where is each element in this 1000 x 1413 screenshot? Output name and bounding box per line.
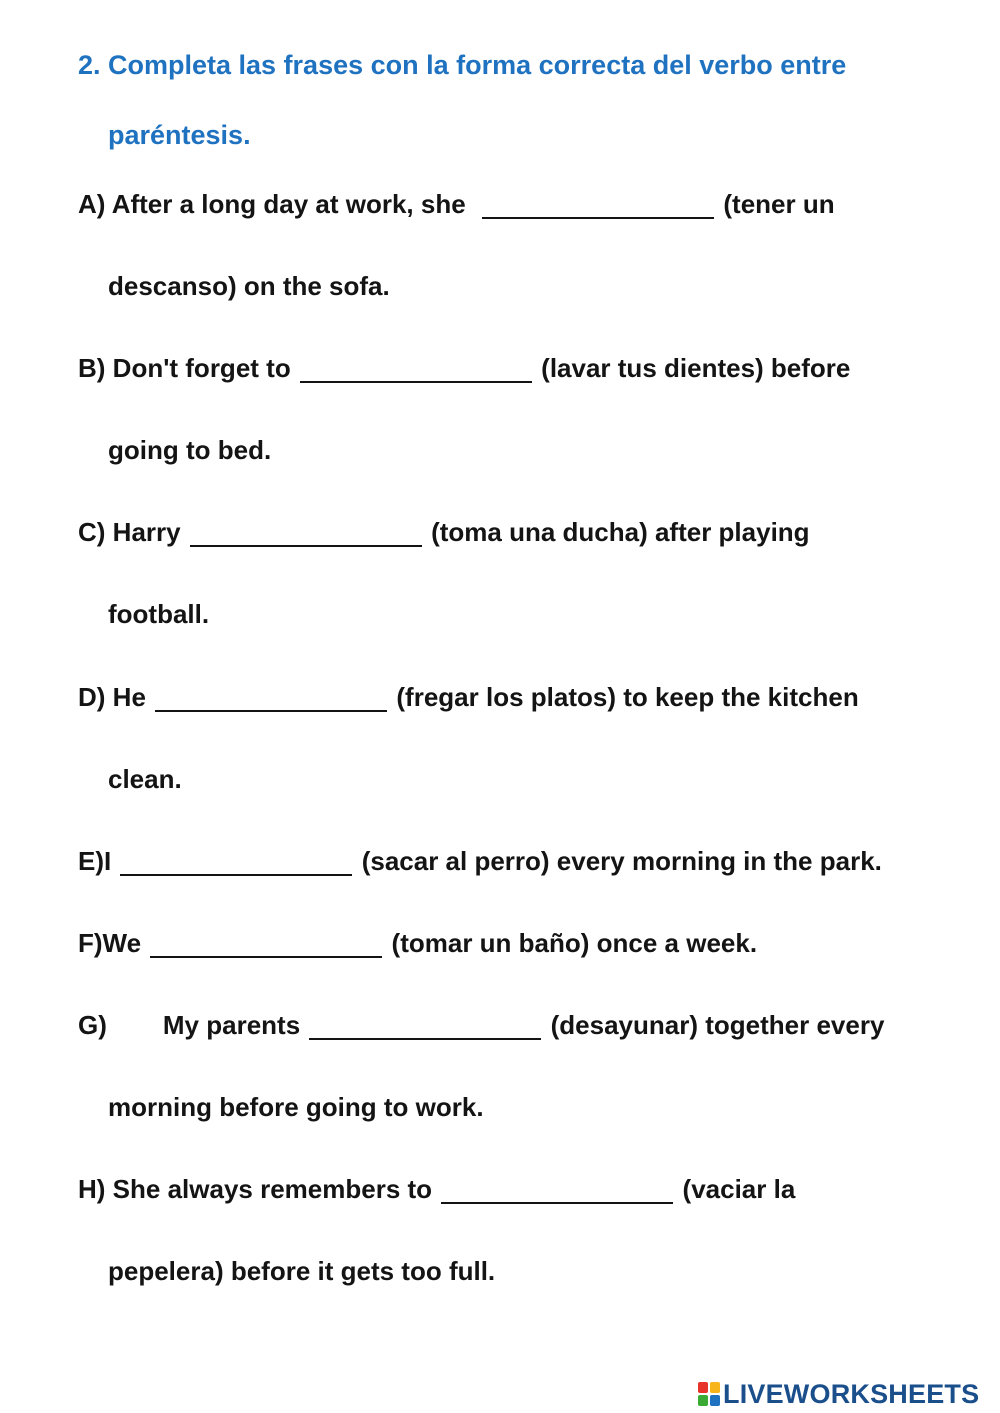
sentence-a bbox=[78, 191, 835, 219]
sentence-b bbox=[78, 355, 850, 383]
answer-input-h[interactable] bbox=[441, 1180, 673, 1204]
answer-input-a[interactable] bbox=[482, 195, 714, 219]
answer-input-d[interactable] bbox=[155, 688, 387, 712]
sentence-before: My parents bbox=[162, 1010, 301, 1040]
answer-input-b[interactable] bbox=[300, 359, 532, 383]
sentence-before: She always remembers to bbox=[112, 1174, 433, 1204]
sentence-g bbox=[78, 1012, 884, 1040]
sentence-d-continuation: clean. bbox=[108, 764, 182, 794]
instruction-text-line1: Completa las frases con la forma correcta del verbo entre bbox=[108, 50, 847, 80]
sentence-after: (tomar un baño) once a week. bbox=[391, 928, 758, 958]
sentence-after: (lavar tus dientes) before bbox=[541, 353, 851, 383]
answer-input-e[interactable] bbox=[120, 852, 352, 876]
logo-square bbox=[698, 1395, 708, 1406]
sentence-label: G) bbox=[78, 1010, 107, 1040]
sentence-before: Don't forget to bbox=[112, 353, 291, 383]
answer-input-f[interactable] bbox=[150, 934, 382, 958]
sentence-after: (sacar al perro) every morning in the park. bbox=[361, 846, 882, 876]
sentence-h bbox=[78, 1176, 795, 1204]
sentence-label: H) bbox=[78, 1174, 106, 1204]
sentence-c bbox=[78, 519, 810, 547]
answer-input-g[interactable] bbox=[309, 1016, 541, 1040]
sentence-label: A) bbox=[78, 189, 106, 219]
sentence-label: F) bbox=[78, 928, 103, 958]
sentence-before: We bbox=[102, 928, 142, 958]
sentence-after: (toma una ducha) after playing bbox=[431, 517, 810, 547]
sentence-after: (tener un bbox=[723, 189, 835, 219]
logo-square bbox=[710, 1395, 720, 1406]
logo-mark-icon bbox=[698, 1382, 720, 1406]
sentence-a-continuation: descanso) on the sofa. bbox=[108, 271, 390, 301]
sentence-after: (vaciar la bbox=[682, 1174, 796, 1204]
sentence-label: E) bbox=[78, 846, 104, 876]
sentence-before: He bbox=[112, 682, 146, 712]
answer-input-c[interactable] bbox=[190, 523, 422, 547]
sentence-before: After a long day at work, she bbox=[111, 189, 466, 219]
sentence-label: D) bbox=[78, 682, 106, 712]
sentence-label: C) bbox=[78, 517, 106, 547]
sentence-b-continuation: going to bed. bbox=[108, 435, 272, 465]
sentence-after: (desayunar) together every bbox=[550, 1010, 885, 1040]
sentence-before: I bbox=[104, 846, 112, 876]
liveworksheets-logo bbox=[698, 1377, 979, 1411]
instruction-text-line2: paréntesis. bbox=[108, 120, 251, 150]
logo-text: LIVEWORKSHEETS bbox=[723, 1378, 980, 1409]
logo-square bbox=[698, 1382, 708, 1393]
sentence-after: (fregar los platos) to keep the kitchen bbox=[396, 682, 859, 712]
sentence-c-continuation: football. bbox=[108, 599, 210, 629]
logo-square bbox=[710, 1382, 720, 1393]
sentence-d bbox=[78, 684, 859, 712]
sentence-before: Harry bbox=[112, 517, 181, 547]
sentence-g-continuation: morning before going to work. bbox=[108, 1092, 484, 1122]
sentence-f bbox=[78, 930, 757, 958]
sentence-h-continuation: pepelera) before it gets too full. bbox=[108, 1256, 496, 1286]
sentence-label: B) bbox=[78, 353, 106, 383]
instruction-number: 2. bbox=[78, 50, 101, 80]
sentence-e bbox=[78, 848, 882, 876]
